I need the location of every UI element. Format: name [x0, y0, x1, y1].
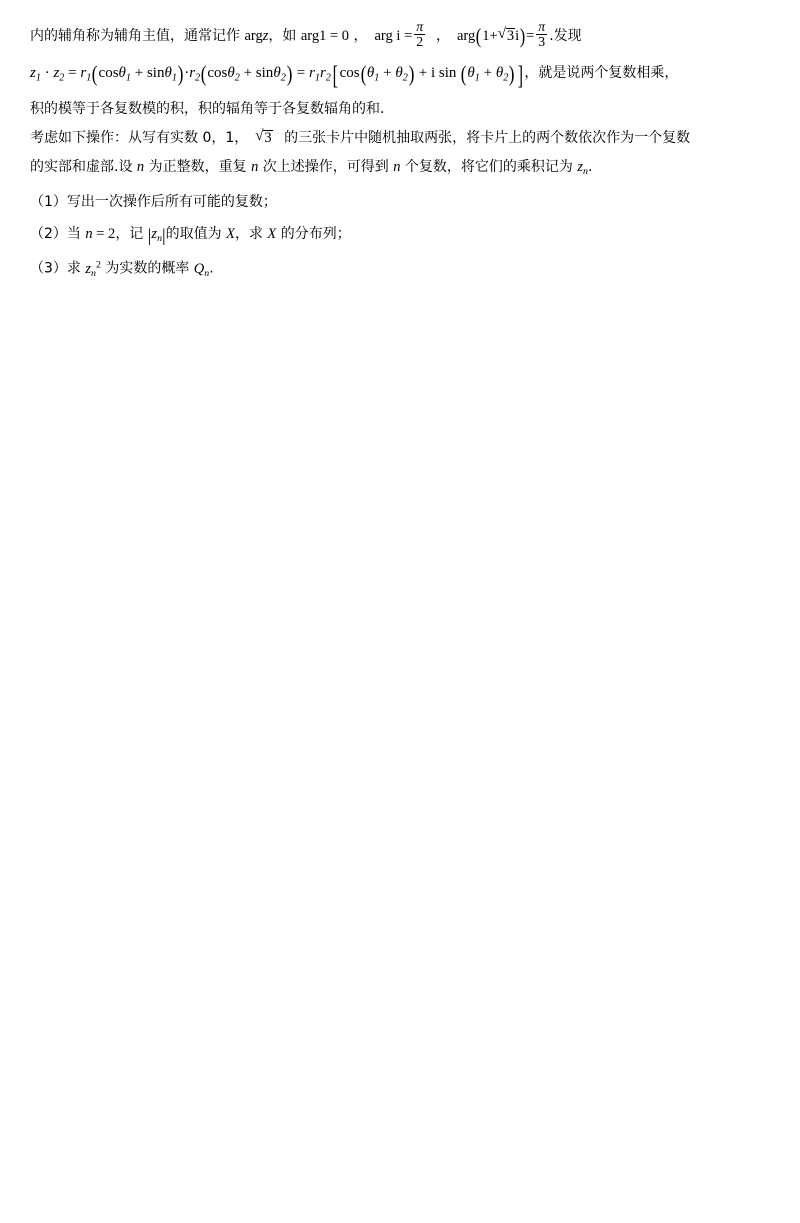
p5-sub-n: n	[583, 166, 588, 178]
p1-text-5: .发现	[549, 27, 582, 44]
p1-math-arg1sqrt3i: arg(1+ √ 3i)= $\frac{\pi}{3}$	[457, 28, 549, 44]
question-3-text-b: 为实数的概率	[100, 260, 194, 277]
question-3-math-zn-squared: $z_n^2$	[85, 259, 101, 279]
p5-text-d: 个复数，将它们的乘积记为	[400, 158, 578, 175]
question-2-math-X1: X	[226, 225, 235, 242]
paragraph-experiment-definition	[30, 160, 770, 177]
question-2-label: （2）	[30, 225, 67, 242]
question-2-math-abs-zn: $|z_n|$	[147, 224, 166, 245]
p4-text-a: 考虑如下操作：从写有实数 0，1，	[30, 130, 249, 147]
p5-text-c: 次上述操作，可得到	[258, 158, 394, 175]
question-2-text-e: 的分布列；	[276, 225, 351, 242]
p1-math-argi: arg i = $\frac{\pi}{2}$	[374, 18, 424, 49]
question-3-text-a: 求	[66, 260, 86, 277]
document-content	[30, 18, 770, 292]
question-3	[30, 260, 770, 279]
question-3-math-Qn: $Q_n$	[193, 260, 210, 279]
p1-text-1: 内的辅角称为辅角主值，通常记作	[30, 27, 245, 44]
question-1	[30, 195, 770, 210]
p1-math-arg1: arg1 = 0	[300, 27, 350, 44]
formula-product-of-complex-numbers: $z_1 \cdot z_2 = r_1(\cos\theta_1 + \sin\theta_1)\cdot r_2(\cos\theta_2 + \sin\theta_2) = r_1r_2$[ $\cos(\theta_1 + \theta_2) + i$ $\sin (\theta_1 + \theta_2)$]	[30, 60, 523, 90]
question-2-text-a: 当	[66, 225, 86, 242]
p4-text-b: 的三张卡片中随机抽取两张，将卡片上的两个数依次作为一个复数	[279, 130, 691, 147]
question-2-math-n2: n = 2	[85, 225, 116, 242]
p4-sqrt-radicand: 3	[264, 130, 272, 147]
paragraph-argument-principal-value	[30, 18, 770, 51]
p1-math-argz: argz	[244, 27, 269, 44]
p5-var-n-1: n	[136, 158, 145, 175]
paragraph-modulus-argument-rule	[30, 102, 770, 117]
question-3-text-c: .	[209, 260, 214, 277]
p3-text: 积的模等于各复数模的积，积的辐角等于各复数辐角的和.	[30, 101, 385, 118]
p5-text-a: 的实部和虚部.设	[30, 158, 137, 175]
p5-var-n-2: n	[251, 158, 259, 175]
question-1-label: （1）	[30, 194, 67, 211]
question-1-text: 写出一次操作后所有可能的复数；	[66, 194, 277, 211]
p4-sqrt3	[248, 130, 279, 146]
question-2-text-d: ，求	[234, 225, 268, 242]
paragraph-experiment-setup	[30, 130, 770, 147]
p1-text-4: ，	[427, 27, 450, 44]
p1-text-2: ，如	[268, 27, 301, 44]
p5-var-zn	[577, 158, 588, 178]
question-2-text-b: ，记	[115, 225, 148, 242]
p5-var-z: z	[577, 158, 584, 175]
question-2-text-c: 的取值为	[165, 225, 227, 242]
question-3-label: （3）	[30, 260, 67, 277]
p5-text-e: .	[587, 158, 593, 175]
paragraph-product-formula	[30, 60, 770, 90]
p5-var-n-3: n	[393, 158, 401, 175]
p5-text-b: 为正整数，重复	[144, 158, 252, 175]
question-2-math-X2: X	[267, 225, 277, 242]
question-2	[30, 224, 770, 245]
formula-tail-text: ，就是说两个复数相乘，	[524, 65, 679, 82]
p1-text-3: ，	[349, 27, 368, 44]
